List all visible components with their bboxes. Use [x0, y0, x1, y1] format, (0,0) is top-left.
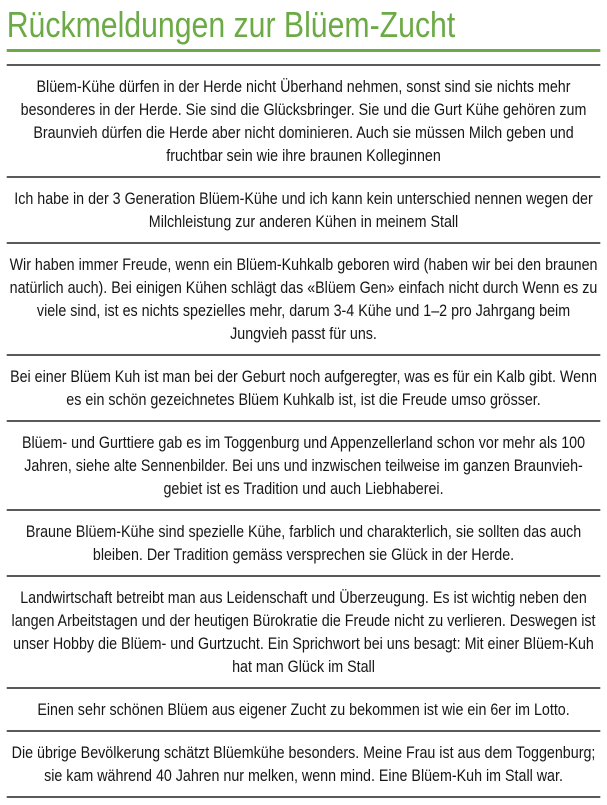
feedback-paragraph: Landwirtschaft betreibt man aus Leidenschaft und Überzeugung. Es ist wichtig neben den langen Arbeitstagen und der heutigen Bürokratie die Freude nicht zu verlieren. Deswegen ist unser Hobby die Blüem- und Gurtzucht. Ein Sprichwort bei uns besagt: Mit einer Blüem-Kuh hat man Glück im Stall: [11, 588, 596, 676]
feedback-paragraph: Einen sehr schönen Blüem aus eigener Zucht zu bekommen ist wie ein 6er im Lotto.: [37, 700, 570, 719]
document-page: [0, 5, 607, 798]
feedback-paragraph: Braune Blüem-Kühe sind spezielle Kühe, farblich und charakterlich, sie sollten das auch bleiben. Der Tradition gemäss versprechen sie Glück in der Herde.: [25, 522, 582, 564]
title-underline-rule: [7, 49, 601, 52]
separator-line: [7, 796, 601, 798]
feedback-list: [7, 64, 601, 796]
feedback-paragraph: Bei einer Blüem Kuh ist man bei der Geburt noch aufgeregter, was es für ein Kalb gibt. Wenn es ein schön gezeichnetes Blüem Kuhkalb ist, ist die Freude umso grösser.: [10, 367, 597, 409]
feedback-paragraph: Ich habe in der 3 Generation Blüem-Kühe und ich kann kein unterschied nennen wegen der Milchleistung zur anderen Kühen in meinem Stall: [14, 189, 593, 231]
feedback-paragraph: Blüem- und Gurttiere gab es im Toggenburg und Appenzellerland schon vor mehr als 100 Jahren, siehe alte Sennenbilder. Bei uns und inzwischen teilweise im ganzen Braunviehgebiet ist es Tradition und auch Liebhaberei.: [21, 433, 586, 498]
feedback-paragraph: Wir haben immer Freude, wenn ein Blüem-Kuhkalb geboren wird (haben wir bei den braunen natürlich auch). Bei einigen Kühen schlägt das «Blüem Gen» einfach nicht durch Wenn es zu viele sind, ist es nichts spezielles mehr, darum 3-4 Kühe und 1–2 pro Jahrgang beim Jungvieh passt für uns.: [9, 255, 598, 343]
page-title: Rückmeldungen zur Blüem-Zucht: [6, 4, 456, 45]
feedback-paragraph: Die übrige Bevölkerung schätzt Blüemkühe besonders. Meine Frau ist aus dem Toggenburg; sie kam während 40 Jahren nur melken, wenn mind. Eine Blüem-Kuh im Stall war.: [11, 743, 596, 785]
feedback-paragraph: Blüem-Kühe dürfen in der Herde nicht Überhand nehmen, sonst sind sie nichts mehr besonderes in der Herde. Sie sind die Glücksbringer. Sie und die Gurt Kühe gehören zum Braunvieh dürfen die Herde aber nicht dominieren. Auch sie müssen Milch geben und fruchtbar sein wie ihre braunen Kolleginnen: [20, 77, 587, 165]
